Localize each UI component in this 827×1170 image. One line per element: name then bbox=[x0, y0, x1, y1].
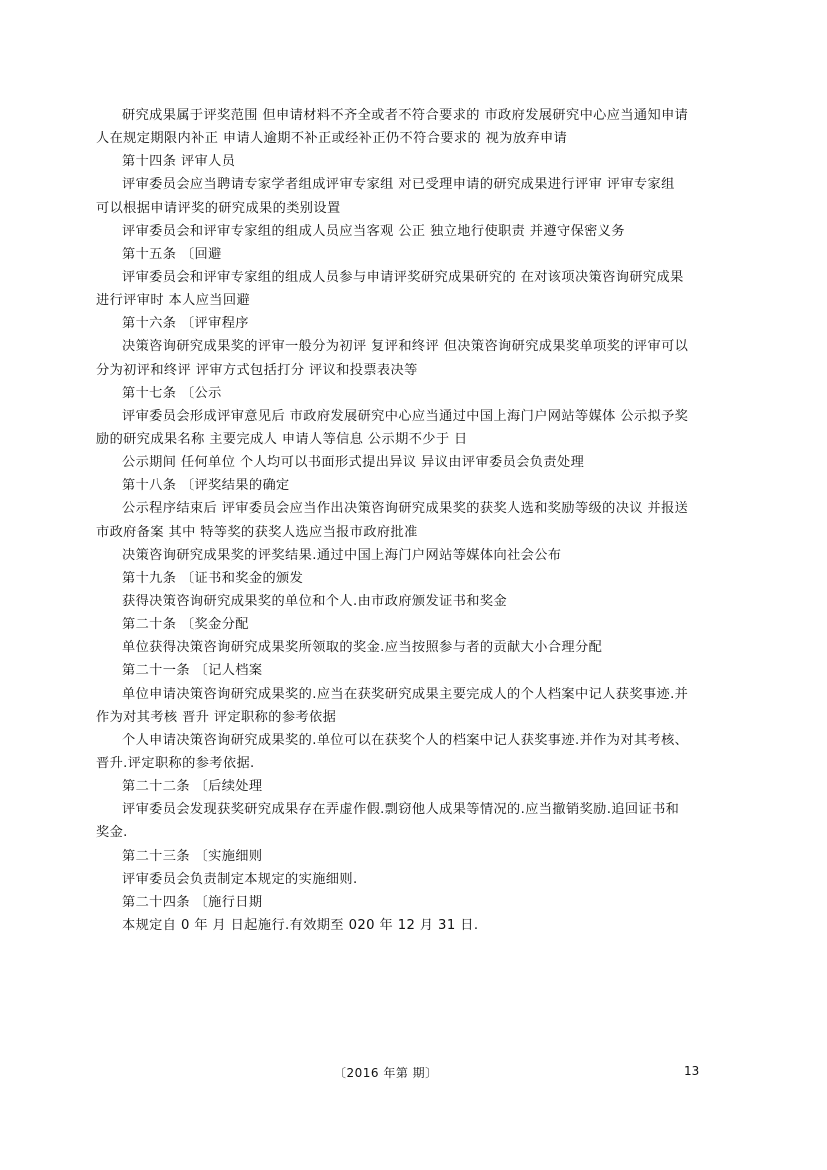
text-line: 第十七条 〔公示 bbox=[122, 385, 222, 401]
text-line: 第二十一条 〔记人档案 bbox=[122, 663, 263, 679]
text-line: 评审委员会发现获奖研究成果存在弄虚作假.剽窃他人成果等情况的.应当撤销奖励.追回证书和 bbox=[122, 802, 680, 818]
text-line: 个人申请决策咨询研究成果奖的.单位可以在获奖个人的档案中记人获奖事迹.并作为对其考核、 bbox=[122, 732, 689, 748]
text-line: 奖金. bbox=[96, 825, 128, 841]
issue-label: 〔2016 年第 期〕 bbox=[334, 1066, 438, 1080]
text-line: 第二十二条 〔后续处理 bbox=[122, 779, 263, 795]
page-number: 13 bbox=[684, 1064, 700, 1078]
text-line: 分为初评和终评 评审方式包括打分 评议和投票表决等 bbox=[96, 362, 418, 378]
text-line: 可以根据申请评奖的研究成果的类别设置 bbox=[96, 200, 341, 216]
text-line: 公示期间 任何单位 个人均可以书面形式提出异议 异议由评审委员会负责处理 bbox=[122, 455, 585, 471]
text-line: 决策咨询研究成果奖的评审一般分为初评 复评和终评 但决策咨询研究成果奖单项奖的评审可以 bbox=[122, 339, 689, 355]
text-line: 单位申请决策咨询研究成果奖的.应当在获奖研究成果主要完成人的个人档案中记人获奖事迹.并 bbox=[122, 686, 689, 702]
text-line: 评审委员会形成评审意见后 市政府发展研究中心应当通过中国上海门户网站等媒体 公示拟予奖 bbox=[122, 408, 689, 424]
text-line: 评审委员会和评审专家组的组成人员参与申请评奖研究成果研究的 在对该项决策咨询研究成果 bbox=[122, 269, 684, 285]
text-line: 研究成果属于评奖范围 但申请材料不齐全或者不符合要求的 市政府发展研究中心应当通知申请 bbox=[122, 108, 689, 123]
text-line: 励的研究成果名称 主要完成人 申请人等信息 公示期不少于 日 bbox=[96, 431, 468, 447]
text-line: 进行评审时 本人应当回避 bbox=[96, 293, 251, 309]
text-line: 第二十条 〔奖金分配 bbox=[122, 617, 249, 633]
text-line: 评审委员会负责制定本规定的实施细则. bbox=[122, 871, 358, 887]
text-line: 评审委员会和评审专家组的组成人员应当客观 公正 独立地行使职责 并遵守保密义务 bbox=[122, 223, 625, 239]
document-body bbox=[96, 104, 736, 937]
text-line: 第十八条 〔评奖结果的确定 bbox=[122, 478, 290, 494]
text-line: 第十四条 评审人员 bbox=[122, 154, 236, 170]
text-line: 评审委员会应当聘请专家学者组成评审专家组 对已受理申请的研究成果进行评审 评审专家组 bbox=[122, 177, 675, 193]
text-line: 第十五条 〔回避 bbox=[122, 246, 222, 262]
text-line: 人在规定期限内补正 申请人逾期不补正或经补正仍不符合要求的 视为放弃申请 bbox=[96, 131, 568, 147]
page-footer bbox=[0, 1064, 827, 1084]
text-line: 第二十四条 〔施行日期 bbox=[122, 894, 263, 910]
text-line: 第十九条 〔证书和奖金的颁发 bbox=[122, 570, 304, 586]
text-line: 第十六条 〔评审程序 bbox=[122, 316, 249, 332]
text-line: 单位获得决策咨询研究成果奖所领取的奖金.应当按照参与者的贡献大小合理分配 bbox=[122, 640, 603, 656]
text-line: 获得决策咨询研究成果奖的单位和个人.由市政府颁发证书和奖金 bbox=[122, 593, 508, 609]
text-line: 第二十三条 〔实施细则 bbox=[122, 848, 263, 864]
text-line: 晋升.评定职称的参考依据. bbox=[96, 755, 255, 771]
text-line: 作为对其考核 晋升 评定职称的参考依据 bbox=[96, 709, 337, 725]
text-line: 决策咨询研究成果奖的评奖结果.通过中国上海门户网站等媒体向社会公布 bbox=[122, 547, 562, 563]
text-line: 公示程序结束后 评审委员会应当作出决策咨询研究成果奖的获奖人选和奖励等级的决议 并报送 bbox=[122, 501, 689, 517]
text-line: 本规定自 0 年 月 日起施行.有效期至 020 年 12 月 31 日. bbox=[122, 917, 479, 933]
text-line: 市政府备案 其中 特等奖的获奖人选应当报市政府批准 bbox=[96, 524, 418, 540]
